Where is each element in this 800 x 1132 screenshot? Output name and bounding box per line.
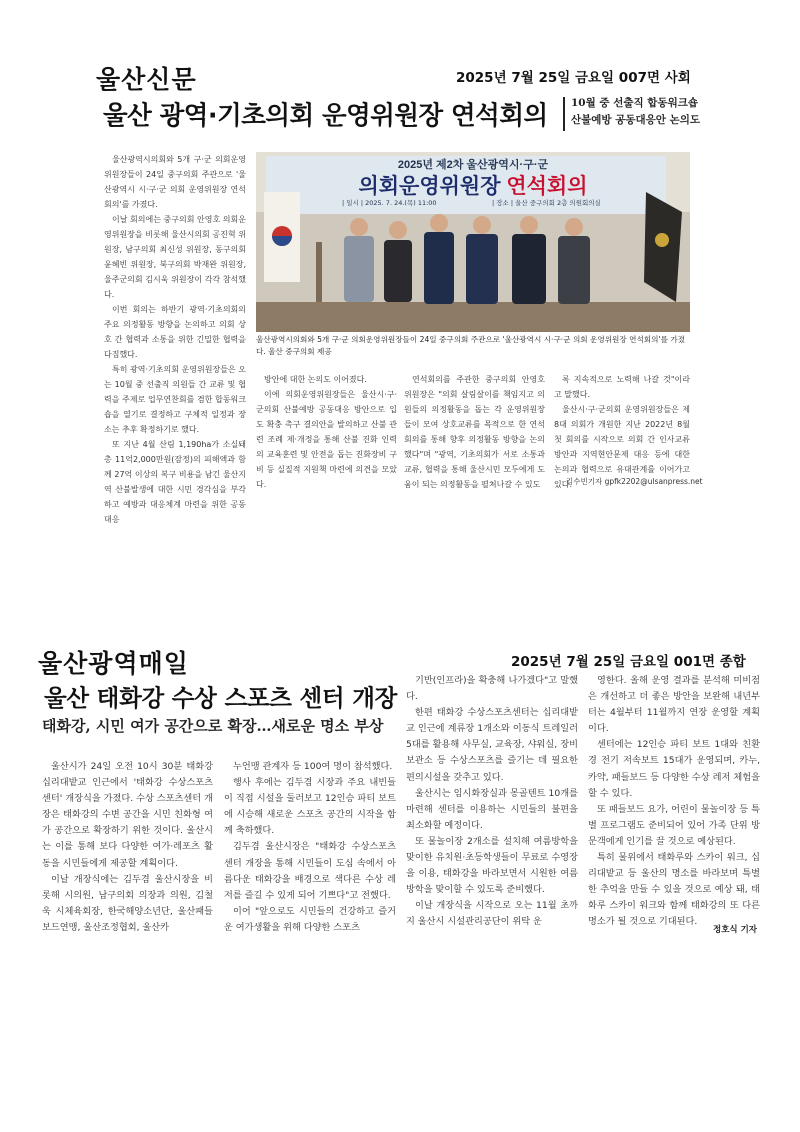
banner-main: 의회운영위원장 xyxy=(358,175,501,198)
article-column-3 xyxy=(404,372,545,492)
subhead-line-1: 10월 중 선출직 합동워크숍 xyxy=(571,97,699,109)
paragraph: 행사 후에는 김두겸 시장과 주요 내빈들이 직접 시설을 둘러보고 12인승 파티 보트에 시승해 새로운 스포츠 공간의 시작을 함께 축하했다. xyxy=(224,777,396,837)
paragraph: 이번 회의는 하반기 광역·기초의회의 주요 의정활동 방향을 논의하고 의회 상호 간 협력과 소통을 위한 긴밀한 협력을 다짐했다. xyxy=(104,305,246,359)
banner-info-date: | 일시 | 2025. 7. 24.(목) 11:00 xyxy=(342,199,437,207)
article-dateline: 2025년 7월 25일 금요일 007면 사회 xyxy=(456,70,691,86)
paragraph: 한편 태화강 수상스포츠센터는 십리대밭교 인근에 계류장 1개소와 이동식 트레일러 5대를 활용해 사무실, 교육장, 샤워실, 장비보관소 등 수상스포츠를 즐기는 데 필요한 편의시설을 갖추고 있다. xyxy=(406,707,578,783)
article-photo xyxy=(256,152,690,332)
article-column-1 xyxy=(42,759,213,939)
paragraph: 울산시·구·군의회 운영위원장들은 제8대 의회가 개원한 지난 2022년 8월 첫 회의를 시작으로 의회 간 인사교류 방안과 지역현안문제 대응 등에 대한 논의과 협력으로 유대관계를 이어가고 있다. xyxy=(554,405,690,489)
paragraph: 또 물놀이장 2개소를 설치해 여름방학을 맞이한 유치원·초등학생들이 무료로 수영장을 이용, 태화강을 바라보면서 시원한 여름방학을 맞이할 수 있도록 준비했다. xyxy=(406,835,578,896)
paragraph: 누언맹 관계자 등 100여 명이 참석했다. xyxy=(233,761,393,772)
paragraph: 록 지속적으로 노력해 나갈 것"이라고 말했다. xyxy=(554,375,690,399)
paragraph: 기반(인프라)을 확충해 나가겠다"고 말했다. xyxy=(406,675,578,703)
article-headline: 울산 광역·기초의회 운영위원장 연석회의 xyxy=(103,101,548,131)
paragraph: 영한다. 올해 운영 결과를 분석해 미비점은 개선하고 더 좋은 방안을 보완해 내년부터는 4월부터 11월까지 연장 운영할 계획이다. xyxy=(588,675,760,735)
paragraph: 울산광역시의회와 5개 구·군 의회운영위원장들이 24일 중구의회 주관으로 '울산광역시 시·구·군 의회 운영위원장 연석회의'를 가졌다. xyxy=(104,155,246,209)
paragraph: 김두겸 울산시장은 "태화강 수상스포츠센터 개장을 통해 시민들이 도심 속에서 아름다운 태화강을 배경으로 색다른 수상 레저를 즐길 수 있게 되어 기쁘다"고 전했다. xyxy=(224,841,396,901)
article-column-4 xyxy=(588,673,760,928)
newspaper-masthead: 울산광역매일 xyxy=(38,649,189,678)
newspaper-masthead: 울산신문 xyxy=(96,65,197,94)
article-subhead: 태화강, 시민 여가 공간으로 확장…새로운 명소 부상 xyxy=(42,717,384,735)
article-byline: 정호식 기자 xyxy=(713,925,758,935)
paragraph: 센터에는 12인승 파티 보트 1대와 친환경 전기 저속보트 15대가 운영되며, 카누, 카약, 패들보드 등 다양한 수상 레저 체험을 할 수 있다. xyxy=(588,739,760,799)
paragraph: 울산시는 임시화장실과 몽골텐트 10개를 마련해 센터를 이용하는 시민들의 불편을 최소화할 예정이다. xyxy=(406,787,578,831)
subhead-line-2: 산불예방 공동대응안 논의도 xyxy=(571,114,701,126)
paragraph: 울산시가 24일 오전 10시 30분 태화강 십리대밭교 인근에서 '태화강 수상스포츠센터' 개장식을 가졌다. 수상 스포츠센터 개장은 태화강의 수변 공간을 시민 친화형 여가 공간으로 확장하기 위한 것이다. 울산시는 이를 통해 보다 다양한 여가·레포츠 활동을 시민들에게 제공할 계획이다. xyxy=(42,761,213,869)
paragraph: 연석회의를 주관한 중구의회 안영호 위원장은 "의회 살림살이를 책임지고 의원들의 의정활동을 돕는 각 운영위원장들이 모여 상호교류를 목적으로 한 연석회의를 통해 향후 의정활동 방향을 논의했다"며 "광역, 기초의회가 서로 소통과 교류, 협력을 통해 울산시민 모두에게 도움이 되는 의정활동을 펼쳐나갈 수 있도 xyxy=(404,375,545,489)
paragraph: 또 지난 4월 산림 1,190ha가 소실돼 총 11억2,000만원(잠정)의 피해액과 함께 27억 이상의 복구 비용을 남긴 울산지역 산불발생에 대한 시민 경각심을 부각하고 예방과 대응체계 마련을 위한 공동 대응 xyxy=(104,440,246,524)
paragraph: 이어 "앞으로도 시민들의 건강하고 즐거운 여가생활을 위해 다양한 스포츠 xyxy=(224,905,396,933)
paragraph: 이에 의회운영위원장들은 울산시·구·군의회 산불예방 공동대응 방안으로 입도 확충 촉구 결의안을 발의하고 산불 관련 조례 제·개정을 통해 산불 진화 인력의 교육훈련 및 안전을 돕는 진화장비 구비 등 실질적 지원책 마련에 의견을 모았다. xyxy=(256,390,397,489)
article-column-3 xyxy=(406,673,578,939)
paragraph: 이날 개장식을 시작으로 오는 11월 초까지 울산시 시설관리공단이 위탁 운 xyxy=(406,900,578,928)
banner-accent: 연석회의 xyxy=(506,175,588,198)
article-dateline: 2025년 7월 25일 금요일 001면 종합 xyxy=(511,654,746,670)
subhead-divider xyxy=(563,97,565,131)
banner-line1: 2025년 제2차 울산광역시·구·군 xyxy=(397,159,549,171)
paragraph: 이날 개장식에는 김두겸 울산시장을 비롯해 시의원, 남구의회 의장과 의원, 김철욱 시체육회장, 한국해양소년단, 울산패들보드연맹, 울산조정협회, 울산카 xyxy=(42,873,213,933)
article-subheads xyxy=(571,95,700,129)
banner-title xyxy=(256,170,690,200)
article-headline: 울산 태화강 수상 스포츠 센터 개장 xyxy=(44,684,398,712)
article-column-1 xyxy=(104,152,246,524)
paragraph: 방안에 대한 논의도 이어졌다. xyxy=(264,375,367,384)
article-column-2 xyxy=(256,372,397,492)
paragraph: 또 패들보드 요가, 어린이 물놀이장 등 특별 프로그램도 준비되어 있어 가족 단위 방문객에게 인기를 끌 것으로 예상된다. xyxy=(588,803,760,847)
banner-info-place: | 장소 | 울산 중구의회 2층 의원회의실 xyxy=(492,199,601,207)
paragraph: 특히 물위에서 태화루와 스카이 워크, 십리대밭교 등 울산의 명소를 바라보며 특별한 추억을 만들 수 있을 것으로 예상 돼, 태화루 스카이 워크와 함께 태화강의 또 다른 명소가 될 것으로 기대된다. xyxy=(588,852,760,928)
article-byline: 김수빈기자 gpfk2202@ulsanpress.net xyxy=(566,477,703,486)
paragraph: 특히 광역·기초의회 운영위원장들은 오는 10월 중 선출직 의원들 간 교류 및 협력을 주제로 업무연찬회를 겸한 합동워크숍을 열기로 결정하고 구체적 일정과 장소는 추후 확정하기로 했다. xyxy=(104,365,246,434)
article-column-2 xyxy=(224,759,396,939)
photo-caption: 울산광역시의회와 5개 구·군 의회운영위원장들이 24일 중구의회 주관으로 '울산광역시 시·구·군 의회 운영위원장 연석회의'를 가졌다. 울산 중구의회 제공 xyxy=(256,335,685,356)
paragraph: 이날 회의에는 중구의회 안영호 의회운영위원장을 비롯해 울산시의회 공진혁 위원장, 남구의회 최신성 위원장, 동구의회 윤혜빈 위원장, 북구의회 박재완 위원장, 울주군의회 김시욱 위원장이 각각 참석했다. xyxy=(104,215,246,299)
